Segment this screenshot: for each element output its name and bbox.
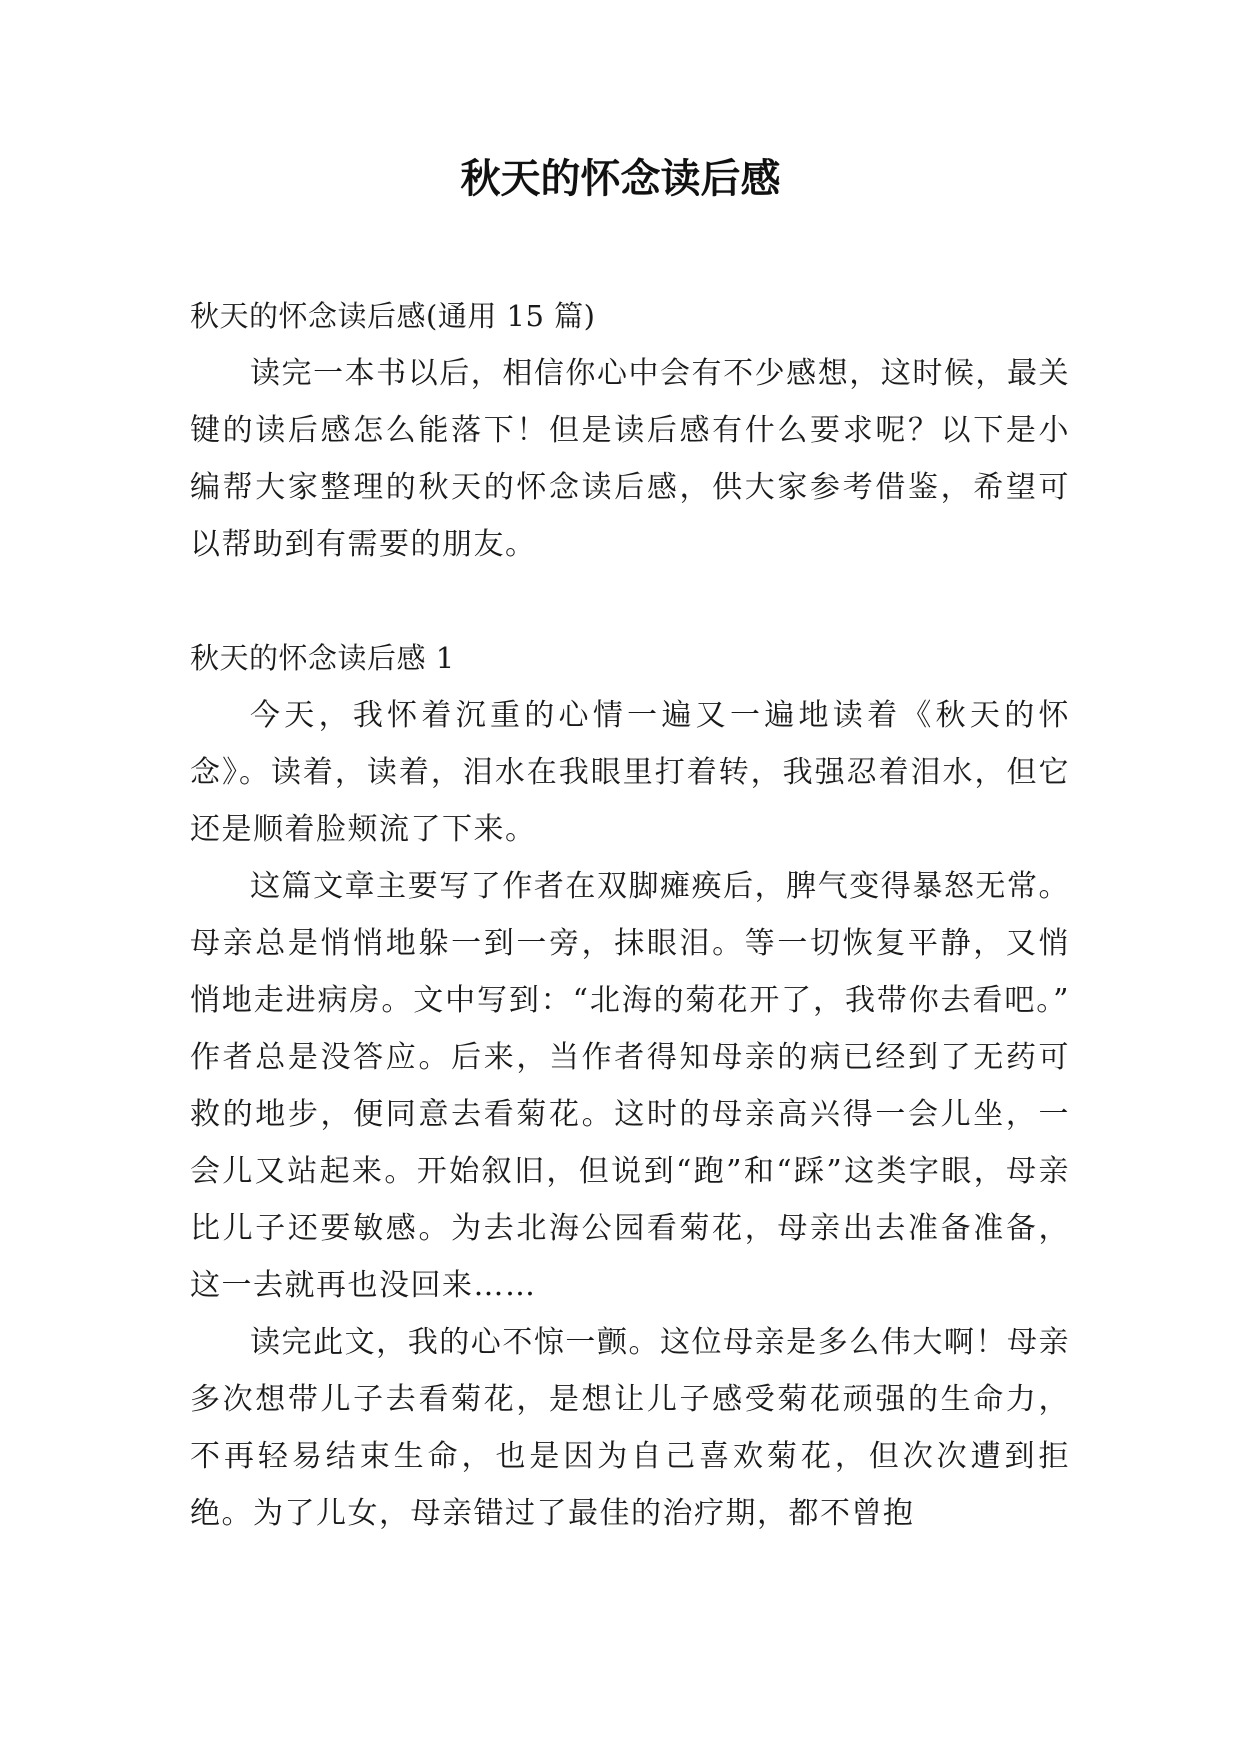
document-body <box>190 288 1070 1542</box>
document-subtitle: 秋天的怀念读后感(通用 15 篇) <box>190 299 596 333</box>
body-paragraph: 读完此文，我的心不惊一颤。这位母亲是多么伟大啊！母亲多次想带儿子去看菊花，是想让儿子感受菊花顽强的生命力，不再轻易结束生命，也是因为自己喜欢菊花，但次次遭到拒绝。为了儿女，母亲错过了最佳的治疗期，都不曾抱 <box>190 1325 1070 1531</box>
body-paragraph: 今天，我怀着沉重的心情一遍又一遍地读着《秋天的怀念》。读着，读着，泪水在我眼里打着转，我强忍着泪水，但它还是顺着脸颊流了下来。 <box>190 698 1070 847</box>
document-title: 秋天的怀念读后感 <box>460 156 781 202</box>
intro-paragraph: 读完一本书以后，相信你心中会有不少感想，这时候，最关键的读后感怎么能落下！但是读后感有什么要求呢？以下是小编帮大家整理的秋天的怀念读后感，供大家参考借鉴，希望可以帮助到有需要的朋友。 <box>190 356 1070 562</box>
body-paragraph: 这篇文章主要写了作者在双脚瘫痪后，脾气变得暴怒无常。母亲总是悄悄地躲一到一旁，抹眼泪。等一切恢复平静，又悄悄地走进病房。文中写到：“北海的菊花开了，我带你去看吧。” 作者总是没答应。后来，当作者得知母亲的病已经到了无药可救的地步，便同意去看菊花。这时的母亲高兴得一会儿坐，一会儿又站起来。开始叙旧，但说到“跑”和“踩”这类字眼，母亲比儿子还要敏感。为去北海公园看菊花，母亲出去准备准备，这一去就再也没回来…… <box>190 869 1070 1303</box>
section-spacer <box>190 573 1070 630</box>
section-heading: 秋天的怀念读后感 1 <box>190 641 455 675</box>
